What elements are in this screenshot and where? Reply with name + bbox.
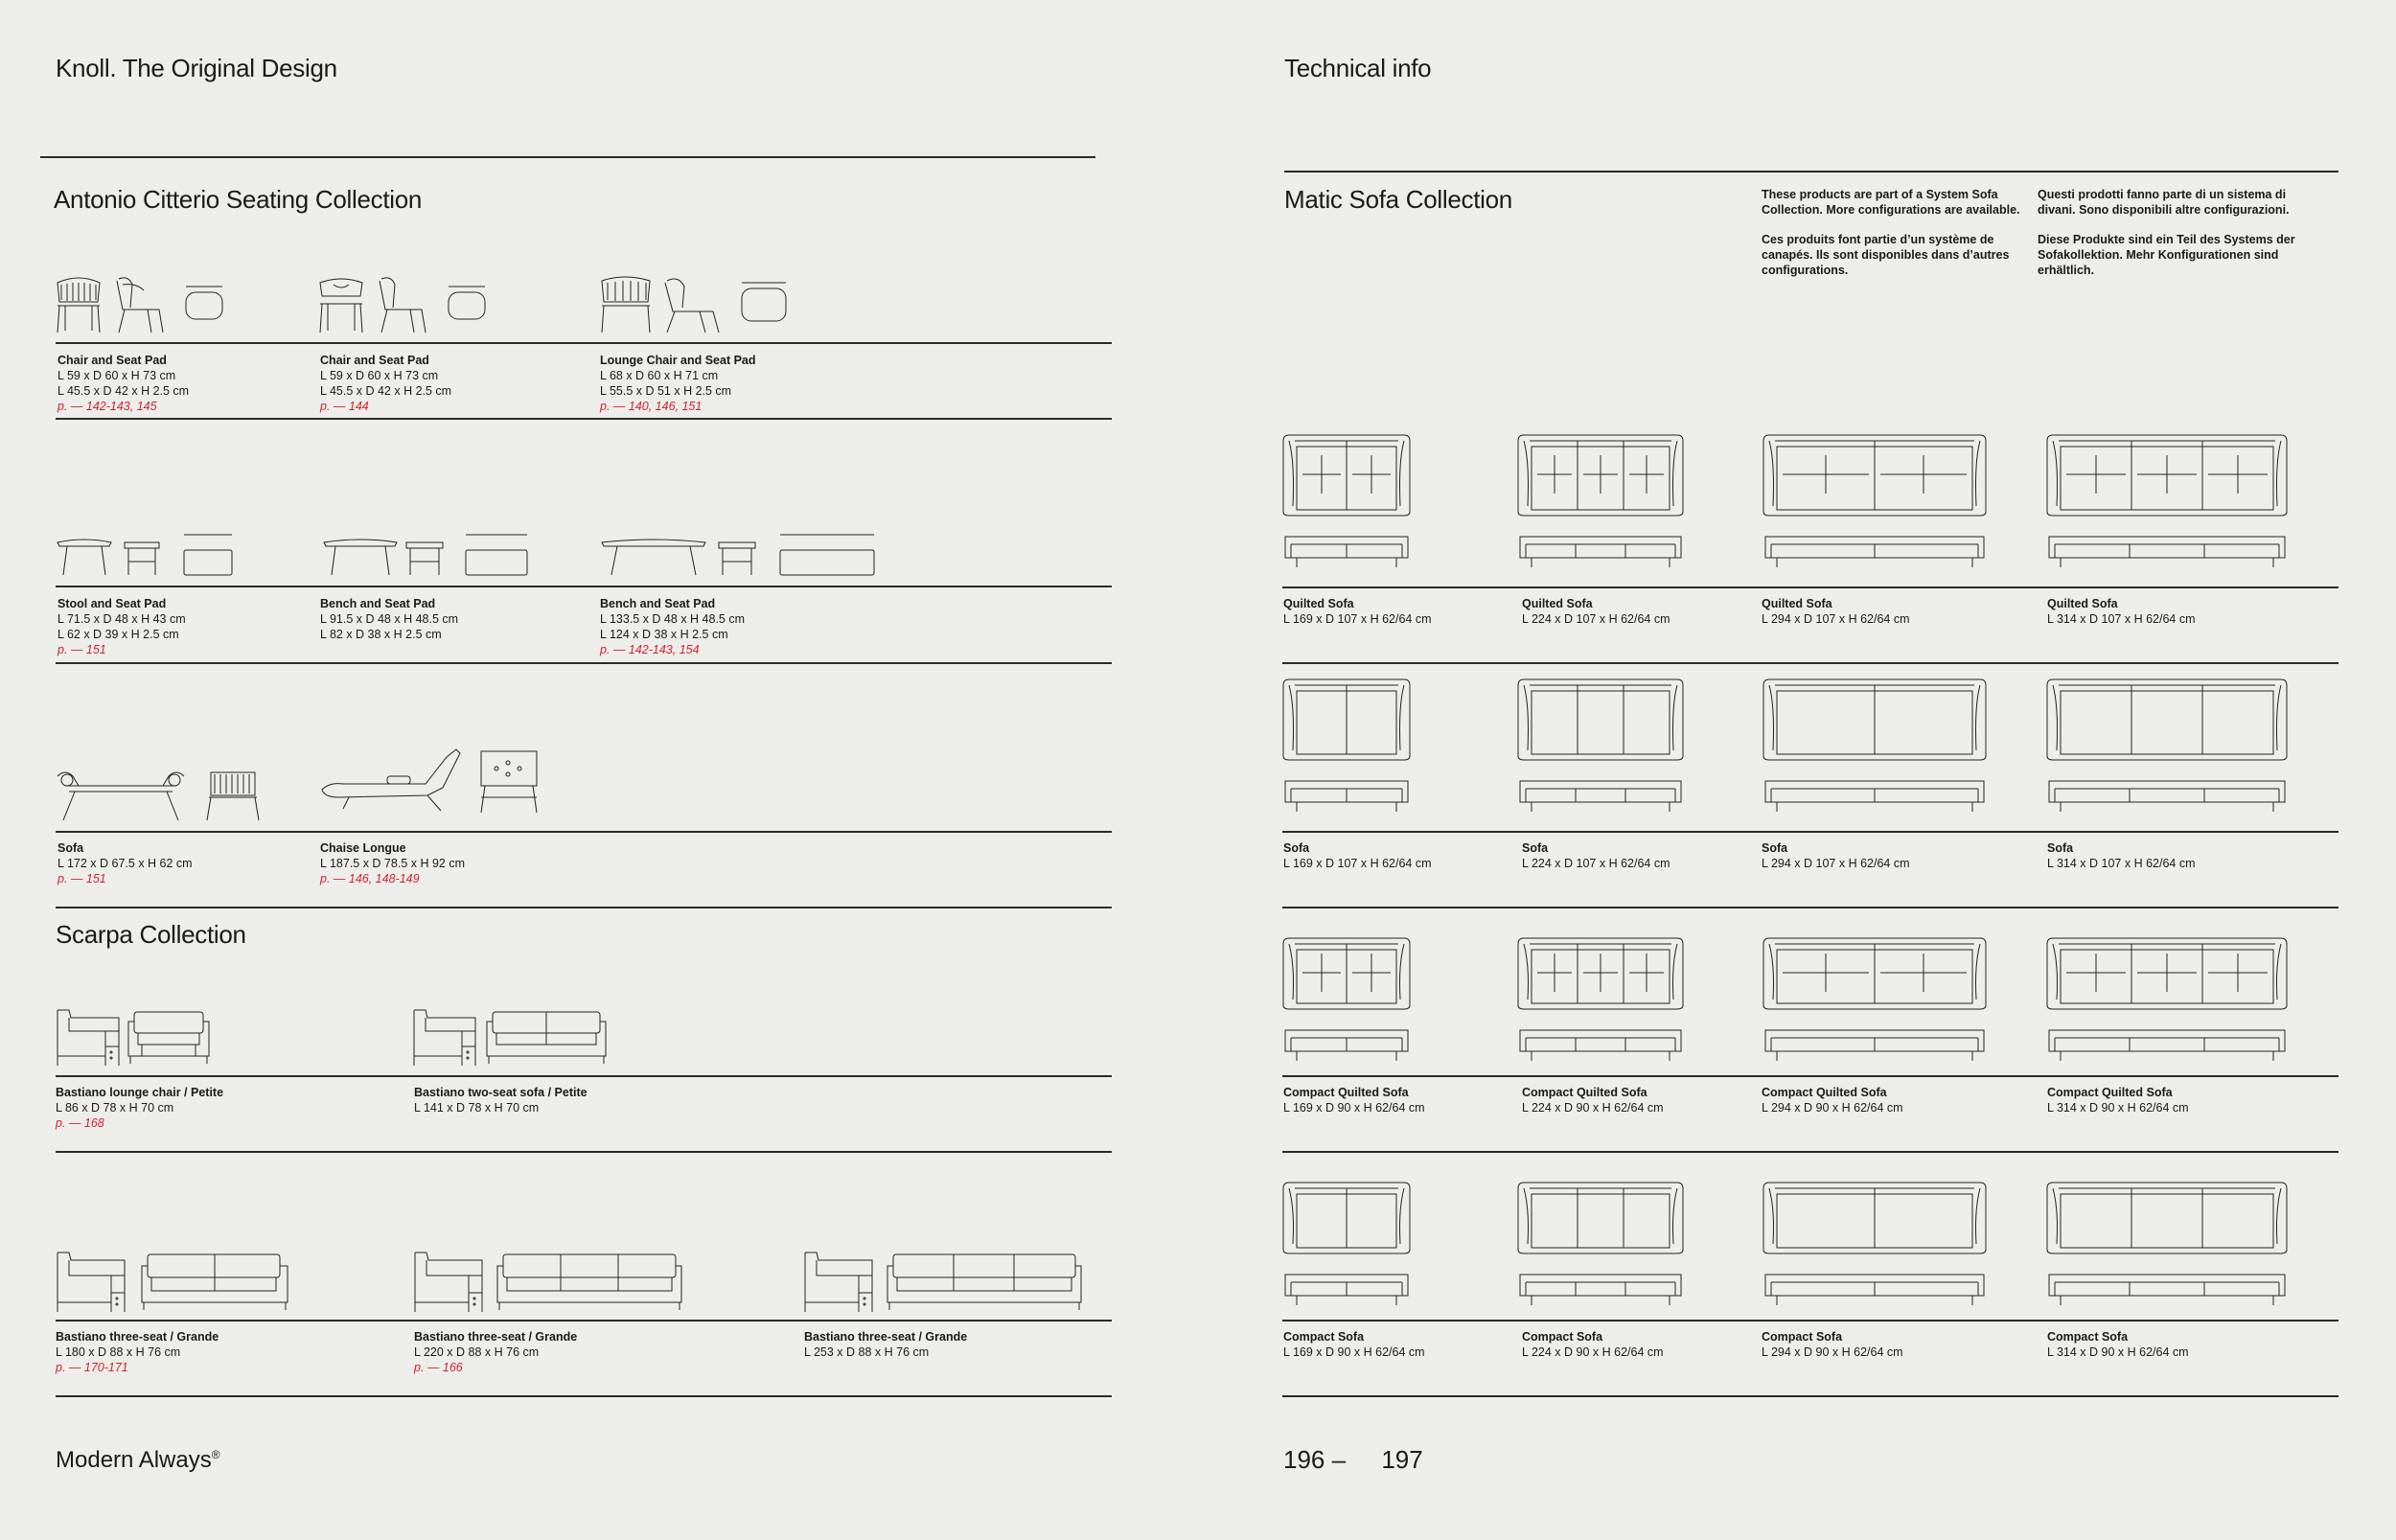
page-reference: p. — 140, 146, 151 [600, 400, 703, 413]
product-name: Bastiano lounge chair / Petite [56, 1086, 224, 1099]
product-dimension: L 55.5 x D 51 x H 2.5 cm [600, 384, 732, 398]
row-rule [56, 662, 1112, 664]
product-dimension: L 180 x D 88 x H 76 cm [56, 1345, 181, 1359]
row-rule [56, 586, 1112, 587]
product-dimension: L 133.5 x D 48 x H 48.5 cm [600, 612, 746, 626]
product-name: Sofa [1283, 841, 1310, 855]
row-rule [56, 907, 1112, 908]
page-number-right: 197 [1381, 1445, 1423, 1474]
product-dimension: L 253 x D 88 x H 76 cm [804, 1345, 930, 1359]
product-caption [1522, 1329, 1664, 1360]
product-dimension: L 141 x D 78 x H 70 cm [414, 1101, 540, 1115]
product-name: Stool and Seat Pad [58, 597, 167, 610]
row-rule [1282, 662, 2338, 664]
system-note-en-fr [1762, 187, 2020, 292]
product-dimension: L 59 x D 60 x H 73 cm [58, 369, 176, 382]
row-rule [1282, 1320, 2338, 1322]
product-dimension: L 82 x D 38 x H 2.5 cm [320, 628, 442, 641]
lounge-chair-drawing [600, 273, 792, 334]
page-reference: p. — 144 [320, 400, 369, 413]
product-name: Compact Quilted Sofa [1283, 1086, 1409, 1099]
stool-drawing [56, 533, 238, 581]
footer-tagline [56, 1447, 220, 1474]
product-dimension: L 169 x D 90 x H 62/64 cm [1283, 1345, 1425, 1359]
product-name: Bastiano three-seat / Grande [804, 1330, 968, 1344]
product-dimension: L 314 x D 107 x H 62/64 cm [2047, 857, 2196, 870]
row-rule [1282, 1075, 2338, 1077]
product-name: Bench and Seat Pad [600, 597, 716, 610]
right-page-title: Technical info [1284, 54, 1432, 82]
product-caption [1762, 1085, 1903, 1115]
product-caption [1283, 840, 1431, 871]
page-reference: p. — 170-171 [56, 1361, 128, 1374]
header-rule-right [1284, 171, 2338, 172]
product-name: Sofa [58, 841, 84, 855]
product-dimension: L 45.5 x D 42 x H 2.5 cm [320, 384, 452, 398]
page-reference: p. — 168 [56, 1116, 104, 1130]
product-caption [1283, 1085, 1425, 1115]
product-name: Compact Sofa [1762, 1330, 1843, 1344]
page-numbers [1283, 1445, 1423, 1475]
quilted-sofa-drawing [1283, 936, 1410, 1065]
product-dimension: L 314 x D 107 x H 62/64 cm [2047, 612, 2196, 626]
product-name: Chair and Seat Pad [320, 354, 429, 367]
product-name: Quilted Sofa [1762, 597, 1832, 610]
product-dimension: L 294 x D 90 x H 62/64 cm [1762, 1345, 1903, 1359]
product-caption [320, 840, 465, 886]
product-dimension: L 224 x D 90 x H 62/64 cm [1522, 1345, 1664, 1359]
product-dimension: L 91.5 x D 48 x H 48.5 cm [320, 612, 459, 626]
left-page-title: Knoll. The Original Design [56, 54, 337, 82]
product-dimension: L 294 x D 90 x H 62/64 cm [1762, 1101, 1903, 1115]
footer-brand: Modern Always [56, 1447, 212, 1473]
sofa-drawing [1518, 678, 1683, 816]
product-caption [56, 1329, 219, 1375]
page-reference: p. — 166 [414, 1361, 463, 1374]
product-caption [2047, 596, 2195, 627]
product-dimension: L 294 x D 107 x H 62/64 cm [1762, 612, 1910, 626]
product-caption [1522, 840, 1670, 871]
product-dimension: L 45.5 x D 42 x H 2.5 cm [58, 384, 190, 398]
page-reference: p. — 142-143, 154 [600, 643, 700, 656]
quilted-sofa-drawing [1518, 433, 1683, 571]
product-dimension: L 169 x D 90 x H 62/64 cm [1283, 1101, 1425, 1115]
product-dimension: L 172 x D 67.5 x H 62 cm [58, 857, 193, 870]
sofa-drawing [1518, 1181, 1683, 1309]
product-caption [1762, 596, 1909, 627]
product-dimension: L 124 x D 38 x H 2.5 cm [600, 628, 728, 641]
product-dimension: L 314 x D 90 x H 62/64 cm [2047, 1101, 2189, 1115]
product-caption [320, 353, 451, 414]
note-de: Diese Produkte sind ein Teil des Systems der Sofakollektion. Mehr Konfigurationen sind erhältlich. [2038, 233, 2295, 277]
product-caption [2047, 840, 2195, 871]
product-dimension: L 86 x D 78 x H 70 cm [56, 1101, 174, 1115]
row-rule [1282, 1395, 2338, 1397]
product-dimension: L 220 x D 88 x H 76 cm [414, 1345, 540, 1359]
registered-mark: ® [211, 1448, 220, 1461]
product-name: Quilted Sofa [1522, 597, 1593, 610]
product-name: Bastiano three-seat / Grande [414, 1330, 578, 1344]
sofa-drawing [56, 747, 266, 824]
system-note-it-de [2038, 187, 2296, 292]
product-dimension: L 224 x D 90 x H 62/64 cm [1522, 1101, 1664, 1115]
product-dimension: L 314 x D 90 x H 62/64 cm [2047, 1345, 2189, 1359]
row-rule [1282, 1151, 2338, 1153]
bastiano-three-seat-drawing [413, 1251, 691, 1314]
bastiano-two-seat-drawing [412, 1008, 613, 1068]
row-rule [56, 342, 1112, 344]
section-title-citterio: Antonio Citterio Seating Collection [54, 185, 423, 214]
quilted-sofa-drawing [2047, 433, 2287, 571]
page-reference: p. — 146, 148-149 [320, 872, 420, 885]
product-name: Sofa [1522, 841, 1549, 855]
bench-drawing [600, 533, 878, 581]
row-rule [56, 1395, 1112, 1397]
product-caption [414, 1085, 587, 1115]
product-name: Chaise Longue [320, 841, 406, 855]
product-caption [1283, 1329, 1425, 1360]
quilted-sofa-drawing [1763, 433, 1986, 571]
quilted-sofa-drawing [1763, 936, 1986, 1065]
product-name: Sofa [2047, 841, 2074, 855]
row-rule [56, 1075, 1112, 1077]
row-rule [56, 831, 1112, 833]
product-name: Lounge Chair and Seat Pad [600, 354, 756, 367]
sofa-drawing [1283, 1181, 1410, 1309]
quilted-sofa-drawing [1518, 936, 1683, 1065]
row-rule [1282, 907, 2338, 908]
product-dimension: L 224 x D 107 x H 62/64 cm [1522, 612, 1670, 626]
product-caption [2047, 1085, 2189, 1115]
chair-drawing [56, 273, 228, 334]
chaise-longue-drawing [320, 747, 550, 824]
product-caption [320, 596, 458, 642]
product-name: Bench and Seat Pad [320, 597, 436, 610]
product-name: Compact Sofa [1283, 1330, 1365, 1344]
product-name: Compact Quilted Sofa [1762, 1086, 1887, 1099]
product-caption [1522, 1085, 1664, 1115]
note-fr: Ces produits font partie d’un système de canapés. Ils sont disponibles dans d’autres configurations. [1762, 233, 2010, 277]
product-name: Chair and Seat Pad [58, 354, 167, 367]
product-dimension: L 294 x D 107 x H 62/64 cm [1762, 857, 1910, 870]
product-dimension: L 59 x D 60 x H 73 cm [320, 369, 439, 382]
product-name: Bastiano two-seat sofa / Petite [414, 1086, 587, 1099]
bastiano-three-seat-drawing [803, 1251, 1091, 1314]
product-caption [600, 596, 745, 657]
product-name: Quilted Sofa [1283, 597, 1354, 610]
product-caption [1522, 596, 1670, 627]
section-title-matic: Matic Sofa Collection [1284, 185, 1512, 214]
section-title-scarpa: Scarpa Collection [56, 920, 246, 949]
product-name: Bastiano three-seat / Grande [56, 1330, 219, 1344]
product-caption [1762, 840, 1909, 871]
page-reference: p. — 142-143, 145 [58, 400, 157, 413]
product-dimension: L 68 x D 60 x H 71 cm [600, 369, 719, 382]
row-rule [1282, 586, 2338, 588]
product-dimension: L 187.5 x D 78.5 x H 92 cm [320, 857, 466, 870]
product-dimension: L 169 x D 107 x H 62/64 cm [1283, 612, 1432, 626]
chair-drawing [318, 273, 491, 334]
row-rule [1282, 831, 2338, 833]
product-caption [58, 353, 189, 414]
note-en: These products are part of a System Sofa Collection. More configurations are available. [1762, 188, 2020, 217]
sofa-drawing [1763, 1181, 1986, 1309]
sofa-drawing [2047, 678, 2287, 816]
row-rule [56, 1320, 1112, 1322]
product-dimension: L 62 x D 39 x H 2.5 cm [58, 628, 179, 641]
bastiano-lounge-chair-drawing [56, 1008, 219, 1068]
bastiano-three-seat-drawing [56, 1251, 295, 1314]
row-rule [56, 1151, 1112, 1153]
product-name: Quilted Sofa [2047, 597, 2118, 610]
product-name: Compact Quilted Sofa [1522, 1086, 1647, 1099]
header-rule-left [40, 156, 1095, 158]
product-name: Compact Quilted Sofa [2047, 1086, 2173, 1099]
product-dimension: L 224 x D 107 x H 62/64 cm [1522, 857, 1670, 870]
row-rule [56, 418, 1112, 420]
product-caption [414, 1329, 577, 1375]
product-name: Sofa [1762, 841, 1788, 855]
product-dimension: L 71.5 x D 48 x H 43 cm [58, 612, 186, 626]
sofa-drawing [1763, 678, 1986, 816]
product-name: Compact Sofa [1522, 1330, 1603, 1344]
sofa-drawing [2047, 1181, 2287, 1309]
product-caption [600, 353, 756, 414]
bench-drawing [322, 533, 533, 581]
product-dimension: L 169 x D 107 x H 62/64 cm [1283, 857, 1432, 870]
product-caption [804, 1329, 967, 1360]
quilted-sofa-drawing [1283, 433, 1410, 571]
page-reference: p. — 151 [58, 872, 106, 885]
page-reference: p. — 151 [58, 643, 106, 656]
product-caption [58, 840, 193, 886]
product-caption [1762, 1329, 1903, 1360]
note-it: Questi prodotti fanno parte di un sistema di divani. Sono disponibili altre configurazioni. [2038, 188, 2290, 217]
product-name: Compact Sofa [2047, 1330, 2129, 1344]
product-caption [1283, 596, 1431, 627]
sofa-drawing [1283, 678, 1410, 816]
quilted-sofa-drawing [2047, 936, 2287, 1065]
product-caption [58, 596, 186, 657]
page-number-left: 196 – [1283, 1445, 1347, 1474]
product-caption [2047, 1329, 2189, 1360]
product-caption [56, 1085, 223, 1131]
